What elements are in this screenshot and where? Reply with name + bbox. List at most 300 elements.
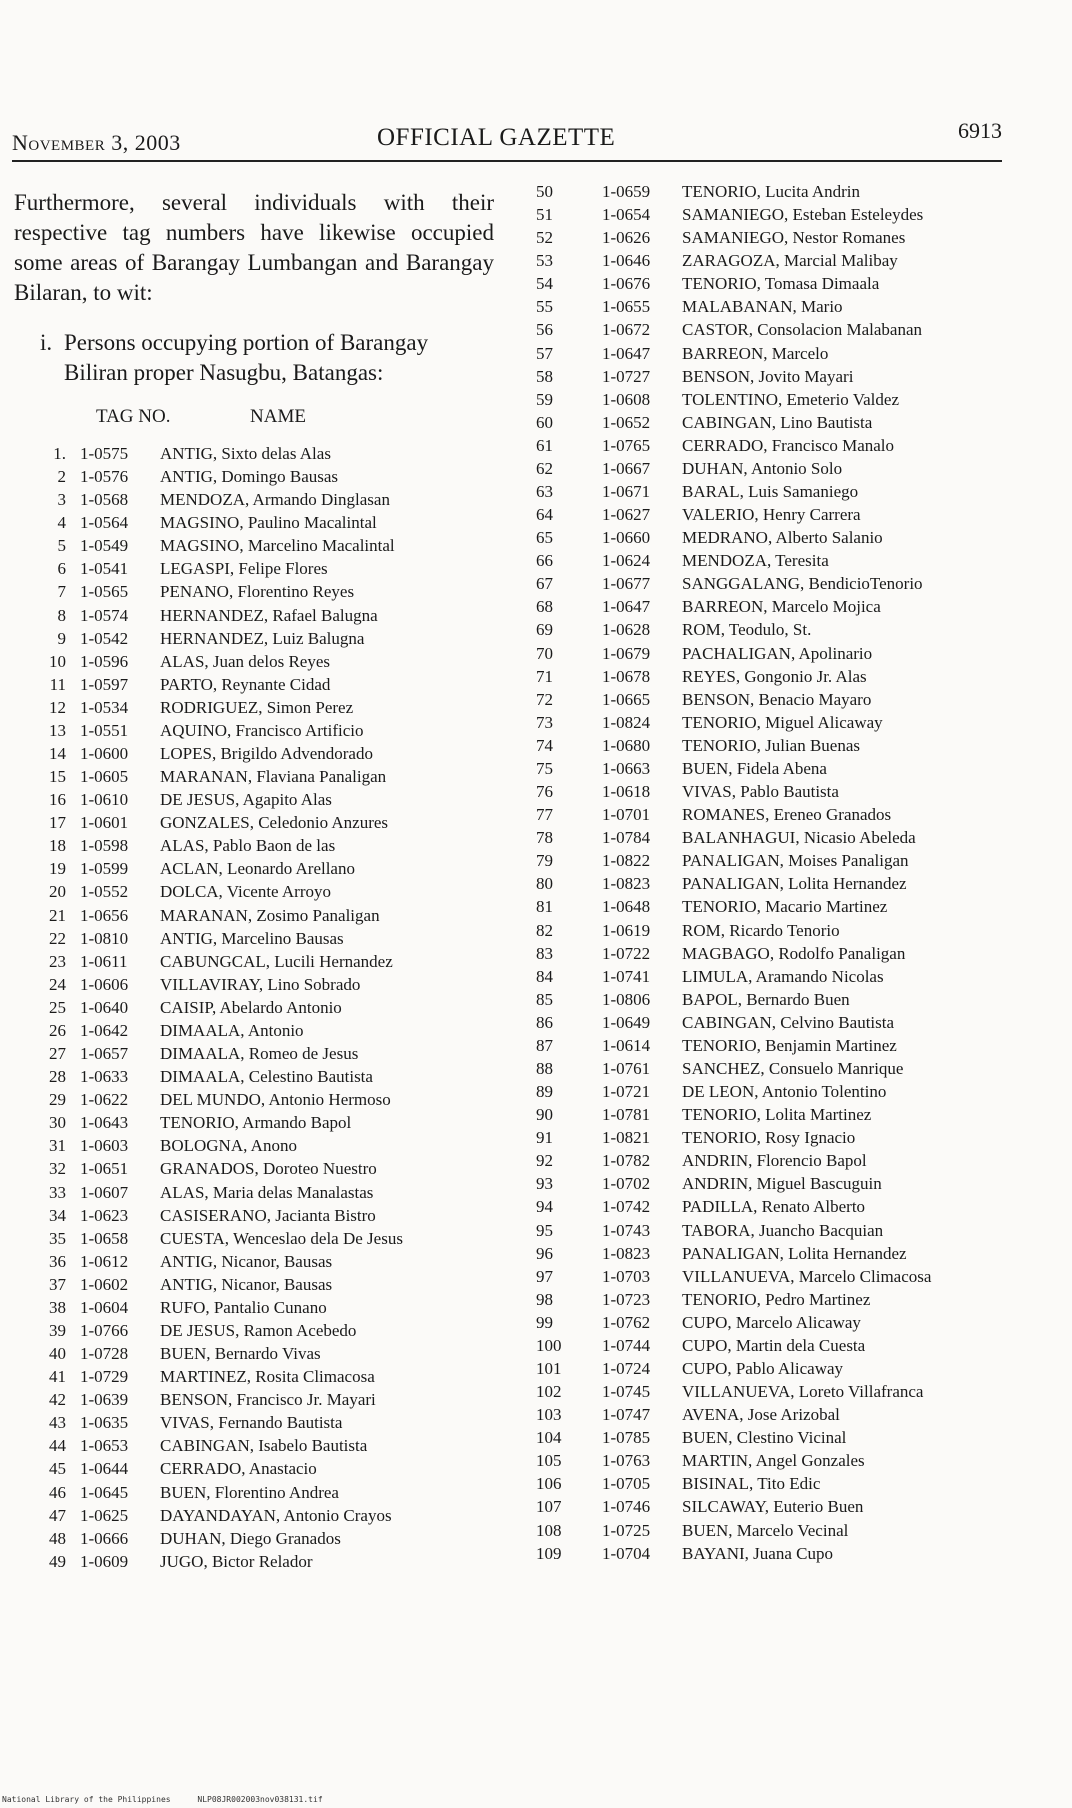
entry-number: 52 xyxy=(536,228,553,248)
section-line-1: Persons occupying portion of Barangay xyxy=(64,330,429,355)
entry-tag: 1-0724 xyxy=(602,1358,651,1378)
entry-tag: 1-0551 xyxy=(80,720,129,740)
entry-name: CABINGAN, Lino Bautista xyxy=(682,412,873,432)
entry-tag: 1-0619 xyxy=(602,920,651,940)
entry-name: ANDRIN, Miguel Bascuguin xyxy=(682,1174,882,1194)
entry-name: MENDOZA, Teresita xyxy=(682,551,829,571)
entry-number: 1. xyxy=(53,444,66,463)
entry-number: 87 xyxy=(536,1035,553,1055)
entry-number: 69 xyxy=(536,620,553,640)
list-item xyxy=(32,719,502,742)
list-item xyxy=(532,226,1022,249)
entry-name: ANTIG, Nicanor, Bausas xyxy=(160,1274,333,1294)
entry-tag: 1-0766 xyxy=(80,1320,129,1340)
list-item xyxy=(532,1495,1022,1518)
list-item xyxy=(32,1365,502,1388)
entry-number: 28 xyxy=(49,1067,66,1087)
entry-list-left xyxy=(32,442,502,1573)
list-item xyxy=(532,665,1022,688)
entry-name: DE LEON, Antonio Tolentino xyxy=(682,1082,887,1102)
entry-name: HERNANDEZ, Rafael Balugna xyxy=(160,605,378,625)
list-item xyxy=(532,1172,1022,1195)
entry-tag: 1-0677 xyxy=(602,574,651,594)
entry-tag: 1-0672 xyxy=(602,320,651,340)
entry-number: 6 xyxy=(57,559,66,579)
list-item xyxy=(532,1034,1022,1057)
entry-tag: 1-0823 xyxy=(602,874,651,894)
entry-tag: 1-0648 xyxy=(602,897,651,917)
entry-name: BAYANI, Juana Cupo xyxy=(682,1543,833,1563)
entry-name: ROM, Teodulo, St. xyxy=(682,620,812,640)
list-item xyxy=(32,1181,502,1204)
entry-name: ANTIG, Nicanor, Bausas xyxy=(160,1251,333,1271)
list-item xyxy=(32,1157,502,1180)
entry-tag: 1-0784 xyxy=(602,828,651,848)
entry-number: 4 xyxy=(57,513,66,533)
list-item xyxy=(532,780,1022,803)
entry-number: 68 xyxy=(536,597,553,617)
entry-number: 24 xyxy=(49,974,66,994)
entry-number: 5 xyxy=(57,536,66,556)
entry-number: 77 xyxy=(536,805,553,825)
entry-name: VILLANUEVA, Marcelo Climacosa xyxy=(682,1266,932,1286)
entry-tag: 1-0597 xyxy=(80,674,129,694)
list-item xyxy=(32,1042,502,1065)
entry-name: PARTO, Reynante Cidad xyxy=(160,674,331,694)
entry-name: BUEN, Clestino Vicinal xyxy=(682,1428,847,1448)
entry-tag: 1-0680 xyxy=(602,735,651,755)
entry-number: 96 xyxy=(536,1243,553,1263)
list-item xyxy=(32,1481,502,1504)
intro-paragraph: Furthermore, several individuals with their respective tag numbers have likewise occupied some areas of Barangay Lumbangan and Barangay Bilaran, to wit: xyxy=(14,190,494,305)
entry-name: ANDRIN, Florencio Bapol xyxy=(682,1151,867,1171)
entry-tag: 1-0605 xyxy=(80,767,129,787)
entry-number: 59 xyxy=(536,389,553,409)
entry-name: ZARAGOZA, Marcial Malibay xyxy=(682,251,898,271)
entry-number: 71 xyxy=(536,666,553,686)
entry-number: 84 xyxy=(536,966,553,986)
entry-number: 93 xyxy=(536,1174,553,1194)
entry-name: RUFO, Pantalio Cunano xyxy=(160,1297,327,1317)
list-item xyxy=(532,318,1022,341)
entry-tag: 1-0678 xyxy=(602,666,651,686)
entry-number: 92 xyxy=(536,1151,553,1171)
entry-tag: 1-0653 xyxy=(80,1436,129,1456)
entry-number: 3 xyxy=(57,490,66,510)
list-item xyxy=(532,388,1022,411)
entry-name: BUEN, Marcelo Vecinal xyxy=(682,1520,849,1540)
entry-name: ALAS, Maria delas Manalastas xyxy=(160,1182,374,1202)
entry-number: 49 xyxy=(49,1551,66,1571)
entry-name: TENORIO, Lucita Andrin xyxy=(682,182,860,201)
list-item xyxy=(32,1527,502,1550)
entry-tag: 1-0742 xyxy=(602,1197,651,1217)
entry-tag: 1-0568 xyxy=(80,490,129,510)
entry-name: BISINAL, Tito Edic xyxy=(682,1474,821,1494)
entry-number: 32 xyxy=(49,1159,66,1179)
entry-name: PADILLA, Renato Alberto xyxy=(682,1197,866,1217)
entry-name: VIVAS, Fernando Bautista xyxy=(160,1413,343,1433)
entry-name: ROMANES, Ereneo Granados xyxy=(682,805,892,825)
header-rule xyxy=(12,160,1002,162)
list-item xyxy=(532,1288,1022,1311)
entry-number: 75 xyxy=(536,758,553,778)
entry-tag: 1-0806 xyxy=(602,989,651,1009)
entry-tag: 1-0646 xyxy=(602,251,651,271)
entry-number: 16 xyxy=(49,790,66,810)
entry-tag: 1-0640 xyxy=(80,997,129,1017)
entry-number: 37 xyxy=(49,1274,66,1294)
entry-name: ALAS, Juan delos Reyes xyxy=(160,651,330,671)
entry-number: 22 xyxy=(49,928,66,948)
list-item xyxy=(532,572,1022,595)
entry-number: 85 xyxy=(536,989,553,1009)
entry-tag: 1-0574 xyxy=(80,605,129,625)
entry-tag: 1-0655 xyxy=(602,297,651,317)
entry-name: BARAL, Luis Samaniego xyxy=(682,482,859,502)
entry-number: 99 xyxy=(536,1312,553,1332)
issue-date: November 3, 2003 xyxy=(12,130,181,155)
list-item xyxy=(532,1219,1022,1242)
entry-number: 100 xyxy=(536,1335,562,1355)
entry-tag: 1-0643 xyxy=(80,1113,129,1133)
list-item xyxy=(32,950,502,973)
entry-number: 50 xyxy=(536,182,553,201)
entry-name: VIVAS, Pablo Bautista xyxy=(682,782,839,802)
list-item xyxy=(32,1342,502,1365)
entry-list-right xyxy=(532,180,1022,1565)
list-item xyxy=(532,1149,1022,1172)
entry-name: LIMULA, Aramando Nicolas xyxy=(682,966,884,986)
list-item xyxy=(532,526,1022,549)
entry-tag: 1-0635 xyxy=(80,1413,129,1433)
entry-name: TENORIO, Lolita Martinez xyxy=(682,1105,872,1125)
entry-name: MENDOZA, Armando Dinglasan xyxy=(160,490,390,510)
entry-name: AVENA, Jose Arizobal xyxy=(682,1405,840,1425)
entry-number: 51 xyxy=(536,205,553,225)
entry-number: 103 xyxy=(536,1405,562,1425)
entry-tag: 1-0663 xyxy=(602,758,651,778)
list-item xyxy=(32,1111,502,1134)
entry-name: LEGASPI, Felipe Flores xyxy=(160,559,328,579)
list-item xyxy=(532,1519,1022,1542)
list-item xyxy=(532,411,1022,434)
list-item xyxy=(532,1103,1022,1126)
list-item xyxy=(32,1296,502,1319)
entry-name: DAYANDAYAN, Antonio Crayos xyxy=(160,1505,392,1525)
entry-tag: 1-0743 xyxy=(602,1220,651,1240)
entry-name: BALANHAGUI, Nicasio Abeleda xyxy=(682,828,916,848)
entry-number: 90 xyxy=(536,1105,553,1125)
entry-name: SANGGALANG, BendicioTenorio xyxy=(682,574,923,594)
list-item xyxy=(532,872,1022,895)
entry-name: VILLAVIRAY, Lino Sobrado xyxy=(160,974,361,994)
entry-number: 20 xyxy=(49,882,66,902)
list-item xyxy=(532,549,1022,572)
entry-tag: 1-0604 xyxy=(80,1297,129,1317)
entry-number: 41 xyxy=(49,1367,66,1387)
entry-number: 105 xyxy=(536,1451,562,1471)
list-item xyxy=(32,788,502,811)
entry-name: SAMANIEGO, Esteban Esteleydes xyxy=(682,205,924,225)
list-item xyxy=(532,457,1022,480)
entry-tag: 1-0565 xyxy=(80,582,129,602)
list-item xyxy=(532,965,1022,988)
entry-tag: 1-0608 xyxy=(602,389,651,409)
entry-tag: 1-0639 xyxy=(80,1390,129,1410)
entry-number: 91 xyxy=(536,1128,553,1148)
entry-name: BENSON, Benacio Mayaro xyxy=(682,689,872,709)
entry-number: 88 xyxy=(536,1058,553,1078)
entry-name: BAPOL, Bernardo Buen xyxy=(682,989,850,1009)
list-item xyxy=(32,1388,502,1411)
entry-number: 45 xyxy=(49,1459,66,1479)
entry-tag: 1-0824 xyxy=(602,712,651,732)
entry-tag: 1-0667 xyxy=(602,458,651,478)
list-item xyxy=(32,534,502,557)
entry-number: 29 xyxy=(49,1090,66,1110)
entry-number: 11 xyxy=(49,674,66,694)
list-item xyxy=(32,650,502,673)
entry-tag: 1-0704 xyxy=(602,1543,651,1563)
entry-number: 108 xyxy=(536,1520,562,1540)
entry-tag: 1-0618 xyxy=(602,782,651,802)
entry-number: 56 xyxy=(536,320,553,340)
entry-number: 104 xyxy=(536,1428,562,1448)
page-header xyxy=(12,118,1002,164)
entry-number: 64 xyxy=(536,505,553,525)
entry-name: PANALIGAN, Lolita Hernandez xyxy=(682,1243,907,1263)
entry-tag: 1-0541 xyxy=(80,559,129,579)
entry-number: 48 xyxy=(49,1528,66,1548)
entry-number: 55 xyxy=(536,297,553,317)
entry-tag: 1-0666 xyxy=(80,1528,129,1548)
entry-number: 17 xyxy=(49,813,66,833)
entry-tag: 1-0725 xyxy=(602,1520,651,1540)
entry-name: TENORIO, Macario Martinez xyxy=(682,897,888,917)
entry-name: TENORIO, Tomasa Dimaala xyxy=(682,274,880,294)
entry-tag: 1-0761 xyxy=(602,1058,651,1078)
entry-tag: 1-0721 xyxy=(602,1082,651,1102)
entry-tag: 1-0576 xyxy=(80,467,129,487)
entry-tag: 1-0642 xyxy=(80,1020,129,1040)
entry-name: VILLANUEVA, Loreto Villafranca xyxy=(682,1382,924,1402)
entry-number: 80 xyxy=(536,874,553,894)
entry-name: BUEN, Fidela Abena xyxy=(682,758,827,778)
entry-tag: 1-0649 xyxy=(602,1012,651,1032)
list-item xyxy=(532,480,1022,503)
entry-number: 15 xyxy=(49,767,66,787)
list-item xyxy=(32,1457,502,1480)
entry-number: 8 xyxy=(57,605,66,625)
list-item xyxy=(532,1542,1022,1565)
list-item xyxy=(32,927,502,950)
entry-tag: 1-0658 xyxy=(80,1228,129,1248)
list-item xyxy=(32,442,502,465)
entry-tag: 1-0741 xyxy=(602,966,651,986)
entry-tag: 1-0624 xyxy=(602,551,651,571)
entry-number: 38 xyxy=(49,1297,66,1317)
list-item xyxy=(32,1088,502,1111)
entry-name: BOLOGNA, Anono xyxy=(160,1136,297,1156)
section-number: i. xyxy=(40,330,53,355)
entry-tag: 1-0765 xyxy=(602,435,651,455)
list-item xyxy=(32,1411,502,1434)
entry-tag: 1-0781 xyxy=(602,1105,651,1125)
list-item xyxy=(32,1319,502,1342)
entry-name: TABORA, Juancho Bacquian xyxy=(682,1220,884,1240)
entry-name: DOLCA, Vicente Arroyo xyxy=(160,882,331,902)
entry-number: 81 xyxy=(536,897,553,917)
entry-name: BENSON, Jovito Mayari xyxy=(682,366,854,386)
entry-name: GRANADOS, Doroteo Nuestro xyxy=(160,1159,377,1179)
list-item xyxy=(32,1550,502,1573)
entry-name: REYES, Gongonio Jr. Alas xyxy=(682,666,867,686)
entry-name: BARREON, Marcelo xyxy=(682,343,829,363)
entry-tag: 1-0534 xyxy=(80,697,129,717)
entry-tag: 1-0703 xyxy=(602,1266,651,1286)
list-item xyxy=(532,272,1022,295)
entry-number: 61 xyxy=(536,435,553,455)
list-item xyxy=(532,295,1022,318)
entry-name: CAISIP, Abelardo Antonio xyxy=(160,997,342,1017)
entry-tag: 1-0652 xyxy=(602,412,651,432)
entry-tag: 1-0729 xyxy=(80,1367,129,1387)
entry-tag: 1-0647 xyxy=(602,343,651,363)
list-item xyxy=(532,1334,1022,1357)
list-item xyxy=(532,342,1022,365)
entry-number: 72 xyxy=(536,689,553,709)
entry-number: 44 xyxy=(49,1436,66,1456)
entry-tag: 1-0745 xyxy=(602,1382,651,1402)
entry-number: 98 xyxy=(536,1289,553,1309)
entry-number: 101 xyxy=(536,1358,562,1378)
entry-tag: 1-0610 xyxy=(80,790,129,810)
entry-number: 23 xyxy=(49,951,66,971)
list-item xyxy=(32,580,502,603)
entry-number: 79 xyxy=(536,851,553,871)
entry-tag: 1-0823 xyxy=(602,1243,651,1263)
section-heading xyxy=(40,328,495,388)
entry-name: CUPO, Pablo Alicaway xyxy=(682,1358,844,1378)
entry-name: DE JESUS, Agapito Alas xyxy=(160,790,332,810)
entry-name: TENORIO, Armando Bapol xyxy=(160,1113,352,1133)
entry-tag: 1-0645 xyxy=(80,1482,129,1502)
entry-tag: 1-0660 xyxy=(602,528,651,548)
list-item xyxy=(532,688,1022,711)
entry-number: 63 xyxy=(536,482,553,502)
entry-number: 36 xyxy=(49,1251,66,1271)
entry-name: CABINGAN, Celvino Bautista xyxy=(682,1012,895,1032)
entry-name: DUHAN, Antonio Solo xyxy=(682,458,843,478)
entry-name: ALAS, Pablo Baon de las xyxy=(160,836,336,856)
entry-number: 62 xyxy=(536,458,553,478)
entry-number: 33 xyxy=(49,1182,66,1202)
entry-number: 94 xyxy=(536,1197,553,1217)
entry-tag: 1-0549 xyxy=(80,536,129,556)
entry-number: 42 xyxy=(49,1390,66,1410)
entry-number: 57 xyxy=(536,343,553,363)
entry-tag: 1-0599 xyxy=(80,859,129,879)
entry-name: HERNANDEZ, Luiz Balugna xyxy=(160,628,365,648)
entry-tag: 1-0785 xyxy=(602,1428,651,1448)
entry-tag: 1-0627 xyxy=(602,505,651,525)
list-item xyxy=(532,1242,1022,1265)
list-item xyxy=(32,488,502,511)
entry-name: CABUNGCAL, Lucili Hernandez xyxy=(160,951,393,971)
list-item xyxy=(532,434,1022,457)
entry-tag: 1-0628 xyxy=(602,620,651,640)
entry-tag: 1-0606 xyxy=(80,974,129,994)
list-item xyxy=(532,642,1022,665)
entry-tag: 1-0821 xyxy=(602,1128,651,1148)
entry-number: 82 xyxy=(536,920,553,940)
entry-name: CERRADO, Francisco Manalo xyxy=(682,435,895,455)
list-item xyxy=(32,765,502,788)
list-item xyxy=(532,1011,1022,1034)
entry-tag: 1-0702 xyxy=(602,1174,651,1194)
entry-name: BARREON, Marcelo Mojica xyxy=(682,597,881,617)
entry-tag: 1-0598 xyxy=(80,836,129,856)
entry-tag: 1-0810 xyxy=(80,928,129,948)
publication-title: OFFICIAL GAZETTE xyxy=(377,124,616,151)
list-item xyxy=(532,595,1022,618)
entry-name: JUGO, Bictor Relador xyxy=(160,1551,313,1571)
entry-number: 26 xyxy=(49,1020,66,1040)
list-item xyxy=(32,1065,502,1088)
list-item xyxy=(532,1380,1022,1403)
entry-number: 18 xyxy=(49,836,66,856)
entry-tag: 1-0564 xyxy=(80,513,129,533)
entry-number: 58 xyxy=(536,366,553,386)
entry-number: 74 xyxy=(536,735,553,755)
entry-tag: 1-0596 xyxy=(80,651,129,671)
entry-name: ANTIG, Sixto delas Alas xyxy=(160,444,331,463)
list-item xyxy=(32,996,502,1019)
entry-tag: 1-0552 xyxy=(80,882,129,902)
entry-number: 31 xyxy=(49,1136,66,1156)
entry-name: ACLAN, Leonardo Arellano xyxy=(160,859,355,879)
entry-number: 73 xyxy=(536,712,553,732)
entry-number: 89 xyxy=(536,1082,553,1102)
list-item xyxy=(532,1311,1022,1334)
list-item xyxy=(32,1273,502,1296)
entry-tag: 1-0747 xyxy=(602,1405,651,1425)
entry-name: MAGSINO, Paulino Macalintal xyxy=(160,513,377,533)
entry-name: RODRIGUEZ, Simon Perez xyxy=(160,697,354,717)
entry-name: MAGSINO, Marcelino Macalintal xyxy=(160,536,395,556)
list-item xyxy=(32,1504,502,1527)
list-item xyxy=(532,365,1022,388)
entry-tag: 1-0651 xyxy=(80,1159,129,1179)
entry-number: 95 xyxy=(536,1220,553,1240)
entry-tag: 1-0659 xyxy=(602,182,651,201)
entry-name: ROM, Ricardo Tenorio xyxy=(682,920,840,940)
entry-tag: 1-0744 xyxy=(602,1335,651,1355)
list-item xyxy=(32,673,502,696)
entry-number: 40 xyxy=(49,1344,66,1364)
list-item xyxy=(32,511,502,534)
entry-tag: 1-0626 xyxy=(602,228,651,248)
entry-tag: 1-0623 xyxy=(80,1205,129,1225)
entry-name: ANTIG, Marcelino Bausas xyxy=(160,928,344,948)
entry-tag: 1-0727 xyxy=(602,366,651,386)
entry-name: PACHALIGAN, Apolinario xyxy=(682,643,873,663)
entry-number: 13 xyxy=(49,720,66,740)
entry-name: MARANAN, Zosimo Panaligan xyxy=(160,905,380,925)
list-item xyxy=(532,803,1022,826)
column-header-tag: TAG NO. xyxy=(96,406,171,427)
